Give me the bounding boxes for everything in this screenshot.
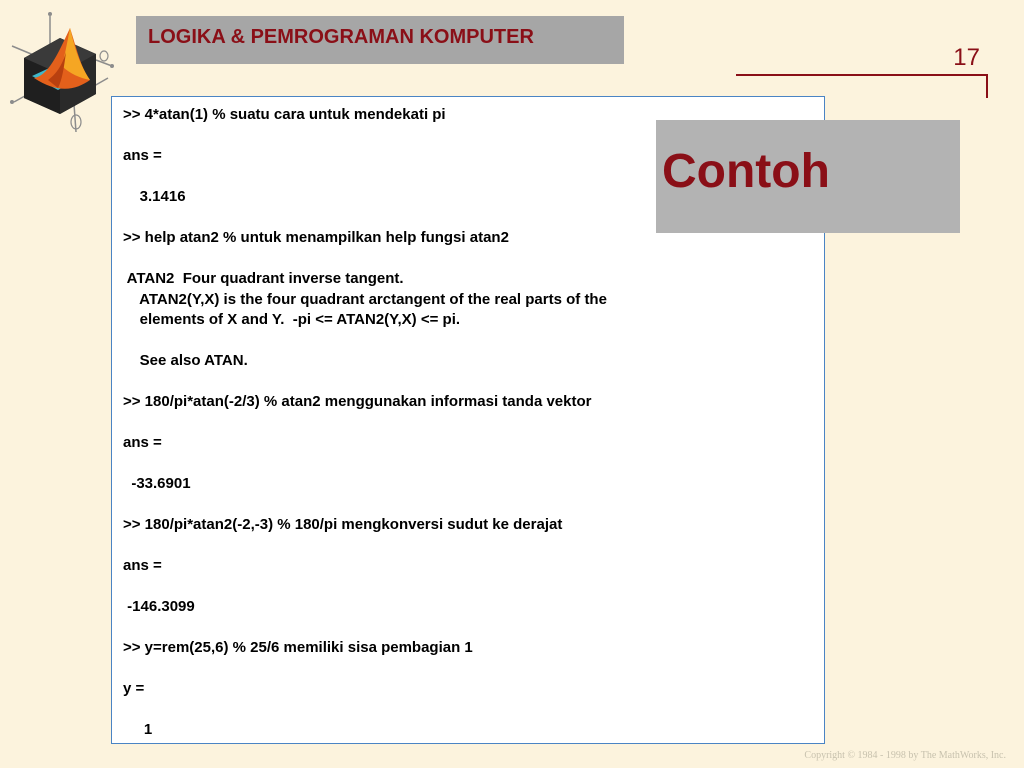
- code-line: [123, 454, 824, 475]
- slide-subtitle: Contoh: [662, 145, 830, 198]
- code-line: 1: [123, 721, 153, 738]
- code-line: >> 4*atan(1) % suatu cara untuk mendekati pi: [123, 106, 446, 123]
- code-line: See also ATAN.: [123, 352, 248, 369]
- decorative-line-vertical: [986, 74, 988, 98]
- code-line: -146.3099: [123, 598, 195, 615]
- code-line: >> help atan2 % untuk menampilkan help fungsi atan2: [123, 229, 509, 246]
- code-line: [123, 536, 824, 557]
- code-line: [123, 495, 824, 516]
- code-line: [123, 577, 824, 598]
- code-line: [123, 618, 824, 639]
- code-line: >> y=rem(25,6) % 25/6 memiliki sisa pembagian 1: [123, 639, 473, 656]
- matlab-logo-icon: [4, 6, 120, 134]
- code-line: ans =: [123, 557, 162, 574]
- code-line: 3.1416: [123, 188, 186, 205]
- copyright-notice: Copyright © 1984 - 1998 by The MathWorks, Inc.: [804, 750, 1006, 761]
- decorative-line-horizontal: [736, 74, 988, 76]
- code-line: [123, 659, 824, 680]
- code-line: ATAN2(Y,X) is the four quadrant arctangent of the real parts of the: [123, 290, 607, 308]
- code-line: [123, 331, 824, 352]
- slide-title: LOGIKA & PEMROGRAMAN KOMPUTER: [148, 26, 534, 48]
- code-line: elements of X and Y. -pi <= ATAN2(Y,X) <= pi.: [123, 311, 461, 328]
- page-number: 17: [953, 44, 980, 71]
- code-line: y =: [123, 680, 145, 697]
- code-line: ans =: [123, 147, 162, 164]
- code-line: >> 180/pi*atan(-2/3) % atan2 menggunakan informasi tanda vektor: [123, 393, 592, 410]
- slide-title-bar: [136, 16, 624, 64]
- code-line: [123, 372, 824, 393]
- code-line: [123, 700, 824, 721]
- code-line: [123, 249, 824, 270]
- code-line: ans =: [123, 434, 162, 451]
- code-line: ATAN2 Four quadrant inverse tangent.: [123, 270, 404, 287]
- subtitle-box: [656, 120, 960, 233]
- code-line: >> 180/pi*atan2(-2,-3) % 180/pi mengkonversi sudut ke derajat: [123, 516, 563, 533]
- code-line: [123, 413, 824, 434]
- code-line: -33.6901: [123, 475, 191, 492]
